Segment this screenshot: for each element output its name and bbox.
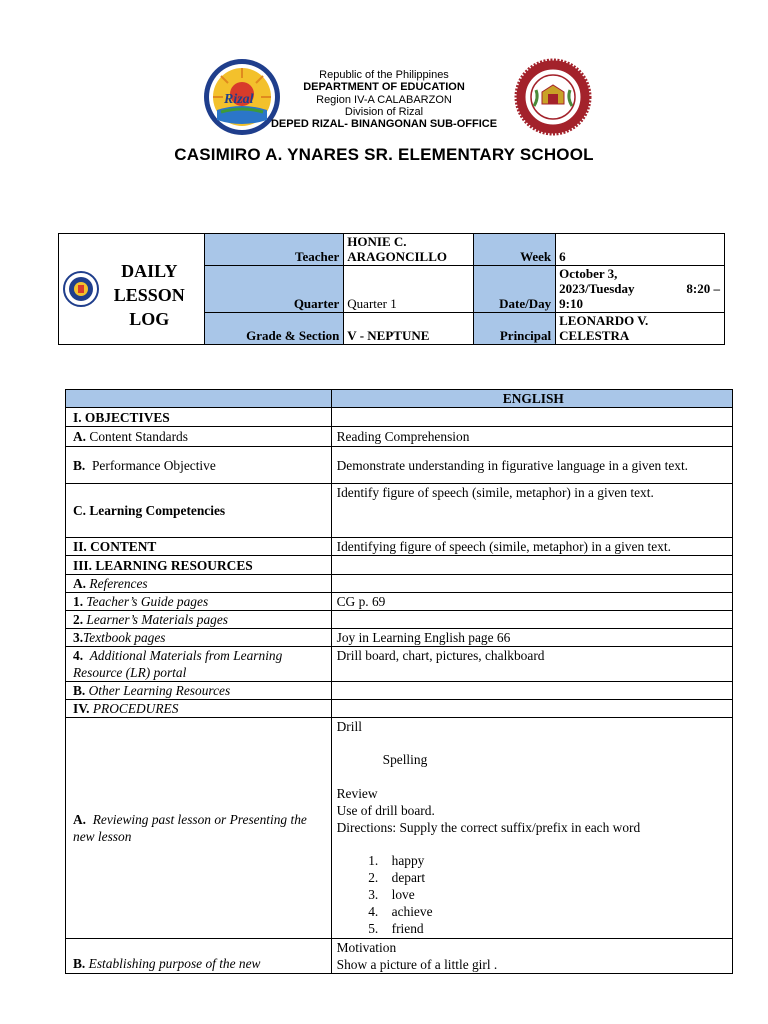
tg-label: 1. Teacher’s Guide pages xyxy=(66,593,332,611)
performance-value: Demonstrate understanding in figurative language in a given text. xyxy=(331,447,732,484)
date-value xyxy=(556,266,725,313)
word-item: 1. happy xyxy=(382,852,728,869)
quarter-label: Quarter xyxy=(204,266,344,313)
motivation-content xyxy=(331,939,732,974)
header-region: Region IV-A CALABARZON xyxy=(316,94,452,106)
header-office: DEPED RIZAL- BINANGONAN SUB-OFFICE xyxy=(270,118,498,130)
am-label: 4. Additional Materials from Learning Resource (LR) portal xyxy=(66,647,332,682)
deped-seal-icon xyxy=(63,271,99,307)
purpose-label: B. Establishing purpose of the new xyxy=(66,939,332,974)
quarter-value: Quarter 1 xyxy=(344,266,474,313)
content-value: Identifying figure of speech (simile, metaphor) in a given text. xyxy=(331,538,732,556)
principal-label: Principal xyxy=(474,313,556,345)
principal-line2: CELESTRA xyxy=(559,328,630,343)
date-line2a: 2023/Tuesday xyxy=(559,281,635,296)
subject-header: ENGLISH xyxy=(331,390,732,408)
review-content xyxy=(331,718,732,939)
am-value: Drill board, chart, pictures, chalkboard xyxy=(331,647,732,682)
date-line3: 9:10 xyxy=(559,296,583,311)
date-line2b: 8:20 – xyxy=(686,281,720,296)
competencies-label: C. Learning Competencies xyxy=(66,484,332,538)
motivation-text: Motivation xyxy=(336,940,397,955)
principal-value xyxy=(556,313,725,345)
objectives-heading: I. OBJECTIVES xyxy=(66,408,332,427)
review-label: A. Reviewing past lesson or Presenting the new lesson xyxy=(66,718,332,939)
dll-title-line1: DAILY xyxy=(121,261,178,281)
dll-title-line2: LESSON xyxy=(113,285,185,305)
drill-board-text: Use of drill board. xyxy=(336,803,435,818)
content-standards-value: Reading Comprehension xyxy=(331,427,732,447)
school-name: CASIMIRO A. YNARES SR. ELEMENTARY SCHOOL xyxy=(174,145,594,164)
grade-label: Grade & Section xyxy=(204,313,344,345)
word-item: 3. love xyxy=(382,886,728,903)
word-list xyxy=(337,852,728,937)
left-logo-text: Rizal xyxy=(224,92,254,107)
tb-value: Joy in Learning English page 66 xyxy=(331,629,732,647)
lm-label: 2. Learner’s Materials pages xyxy=(66,611,332,629)
procedures-heading: IV. PROCEDURES xyxy=(66,700,332,718)
performance-label: B. Performance Objective xyxy=(66,447,332,484)
principal-line1: LEONARDO V. xyxy=(559,313,649,328)
content-standards-label: A. Content Standards xyxy=(66,427,332,447)
word-item: 4. achieve xyxy=(382,903,728,920)
dll-title-line3: LOG xyxy=(129,309,170,329)
word-item: 2. depart xyxy=(382,869,728,886)
teacher-line2: ARAGONCILLO xyxy=(347,249,447,264)
grade-value: V - NEPTUNE xyxy=(344,313,474,345)
lesson-info-table xyxy=(58,233,725,345)
lesson-plan-table xyxy=(65,389,733,974)
word-item: 5. friend xyxy=(382,920,728,937)
header-republic: Republic of the Philippines xyxy=(319,69,449,81)
teacher-line1: HONIE C. xyxy=(347,234,407,249)
date-label: Date/Day xyxy=(474,266,556,313)
references-label: A. References xyxy=(66,575,332,593)
tb-label: 3.Textbook pages xyxy=(66,629,332,647)
teacher-value xyxy=(344,234,474,266)
date-line1: October 3, xyxy=(559,266,618,281)
header-division: Division of Rizal xyxy=(344,106,424,118)
dll-title-cell xyxy=(59,234,205,345)
competencies-value: Identify figure of speech (simile, metaphor) in a given text. xyxy=(331,484,732,538)
drill-text: Drill xyxy=(336,719,362,734)
directions-text: Directions: Supply the correct suffix/prefix in each word xyxy=(336,820,641,835)
tg-value: CG p. 69 xyxy=(331,593,732,611)
show-picture-text: Show a picture of a little girl . xyxy=(336,957,498,972)
teacher-label: Teacher xyxy=(204,234,344,266)
spelling-text: Spelling xyxy=(382,752,428,767)
week-label: Week xyxy=(474,234,556,266)
olr-label: B. Other Learning Resources xyxy=(66,682,332,700)
week-value: 6 xyxy=(556,234,725,266)
review-text: Review xyxy=(336,786,378,801)
learning-resources-heading: III. LEARNING RESOURCES xyxy=(66,556,332,575)
header-department: DEPARTMENT OF EDUCATION xyxy=(303,81,465,93)
content-heading: II. CONTENT xyxy=(66,538,332,556)
